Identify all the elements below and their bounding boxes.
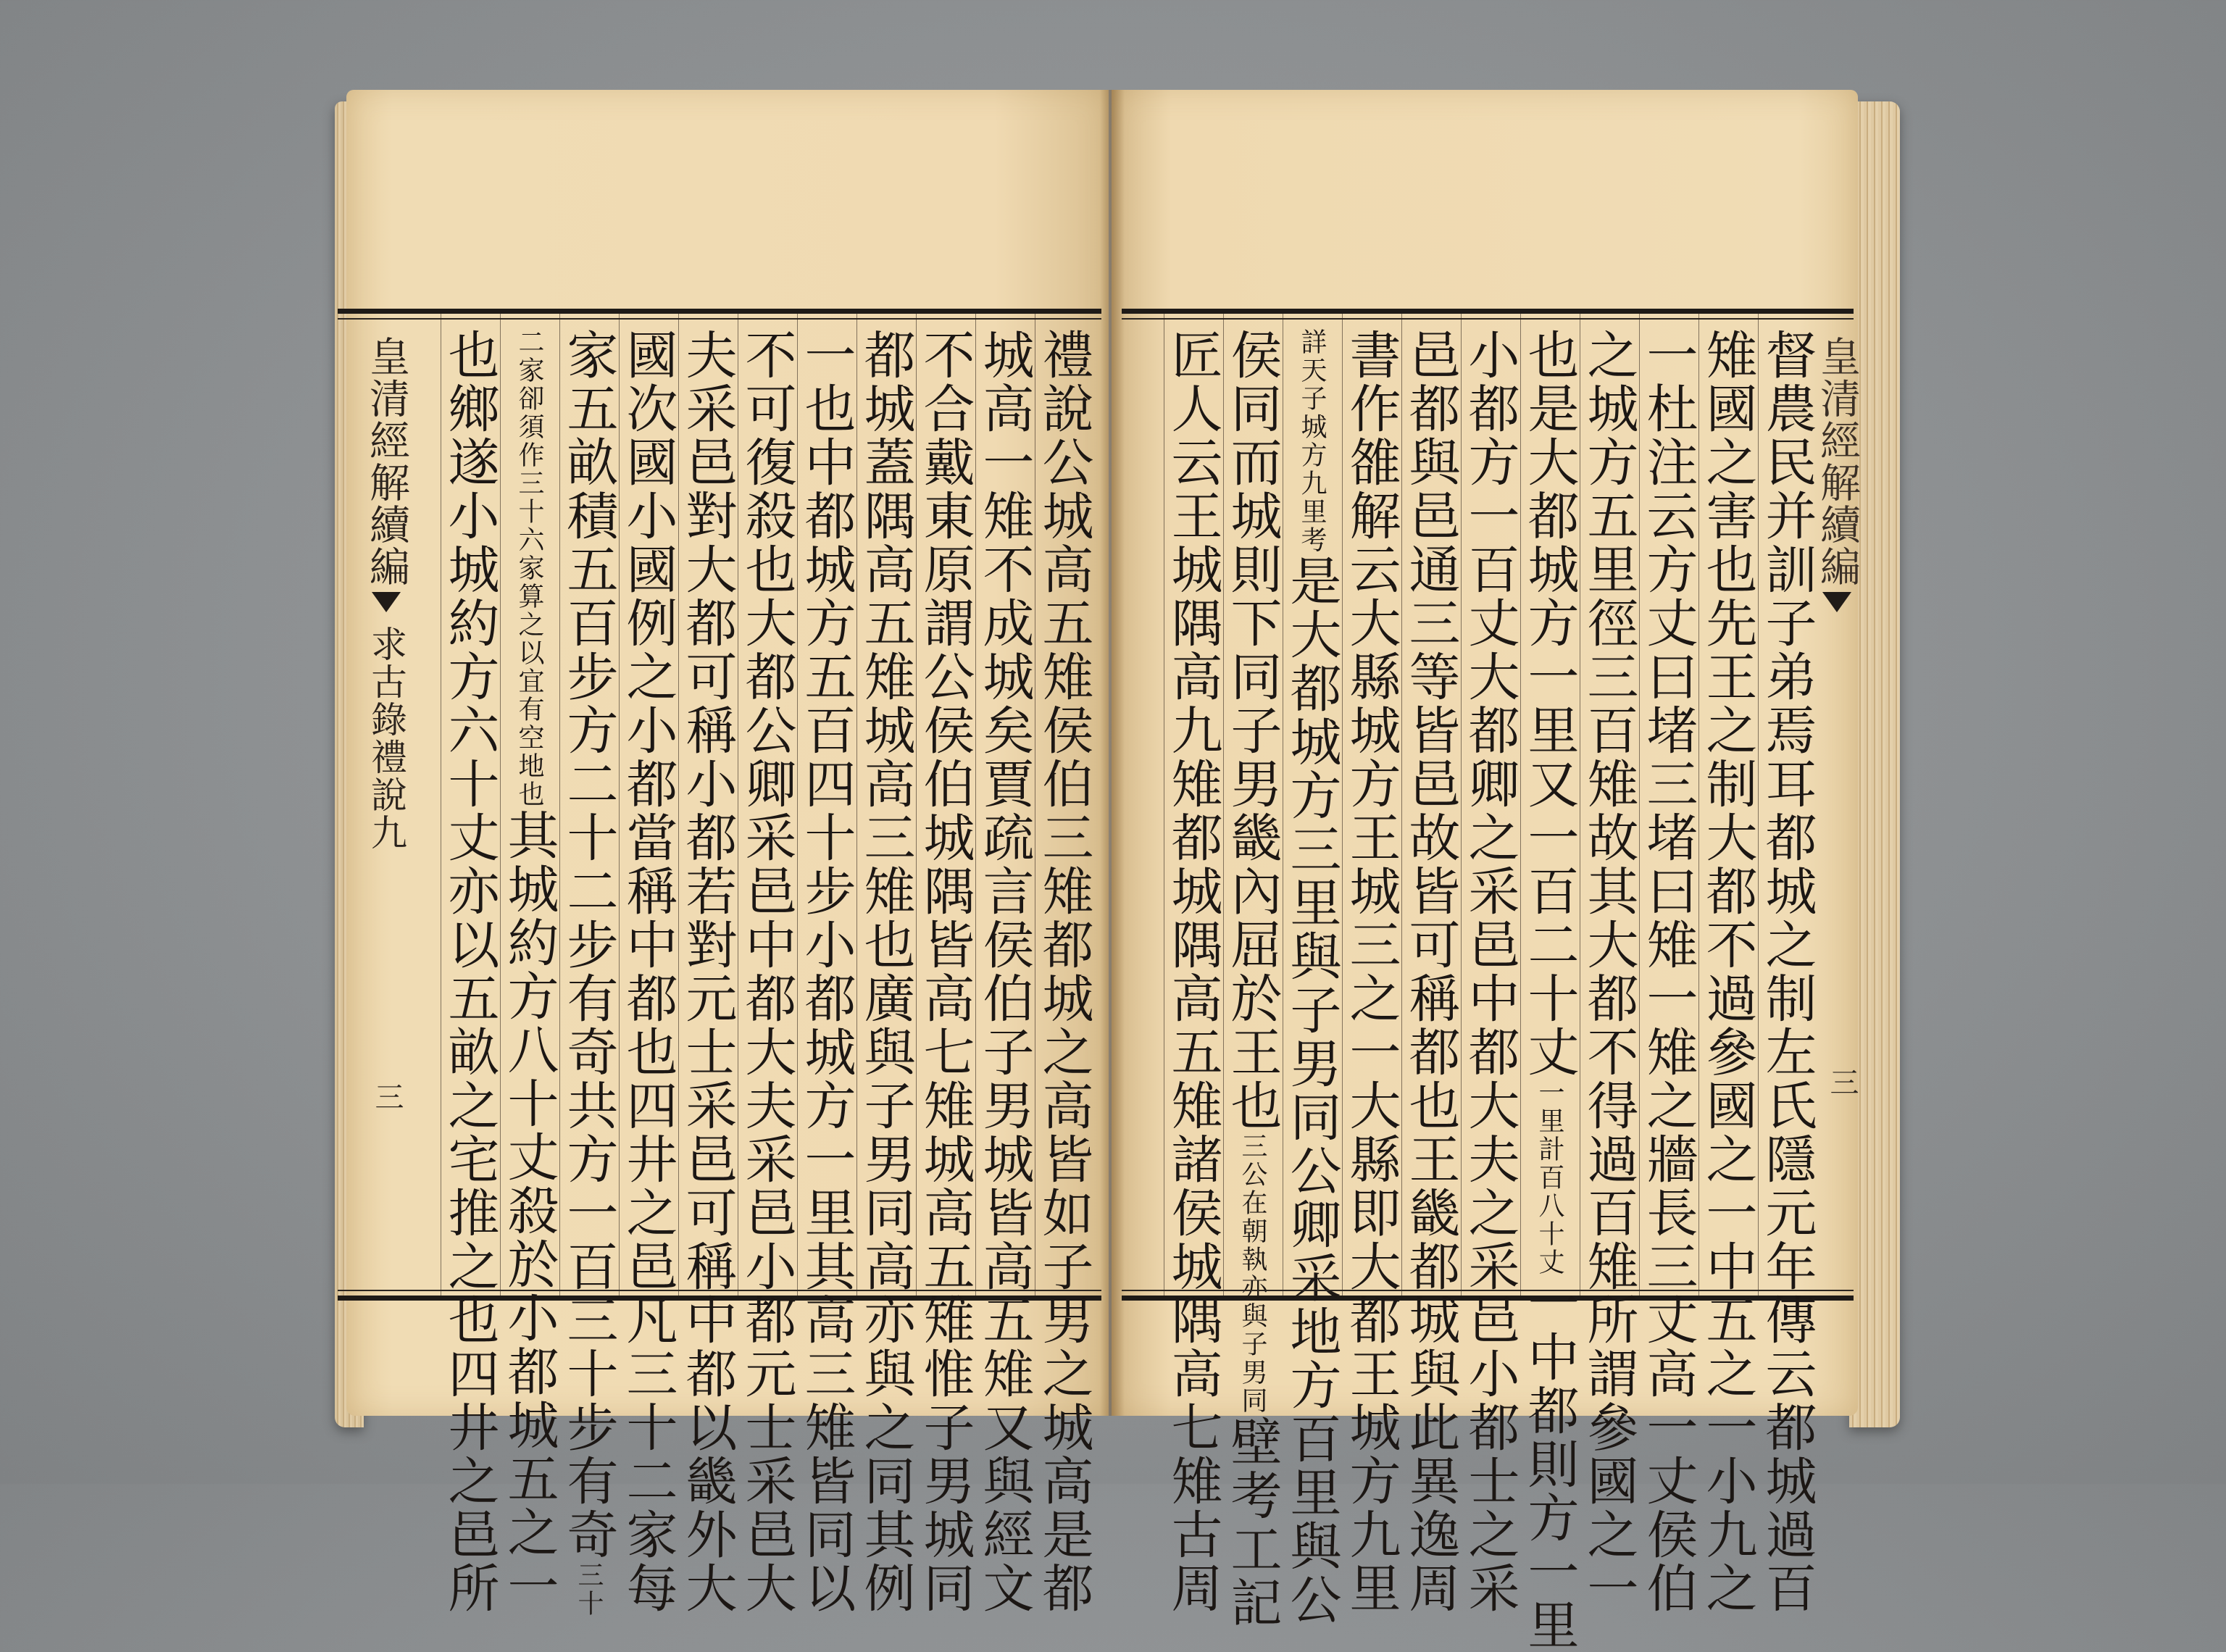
text-column: 匠人云王城隅高九雉都城隅高五雉諸侯城隅高七雉古周 [1164, 314, 1223, 1296]
text-column: 禮說公城高五雉侯伯三雉都城之高皆如子男之城高是都 [1035, 314, 1094, 1296]
left-page-section-title: 求古錄禮說九 [365, 625, 407, 851]
text-column: 督農民并訓子弟焉耳都城之制左氏隱元年傳云都城過百 [1758, 314, 1817, 1296]
text-column: 詳天子城方九里考是大都城方三里與子男同公卿采地方百里與公 [1283, 314, 1342, 1296]
text-column: 不合戴東原謂公侯伯城隅皆高七雉城高五雉惟子男城同 [916, 314, 975, 1296]
text-column: 書作雒解云大縣城方王城三之一大縣即大都王城方九里 [1342, 314, 1401, 1296]
left-page-folio: 三 [370, 1082, 404, 1111]
text-column: 邑都與邑通三等皆邑故皆可稱都也王畿都城與此異逸周 [1401, 314, 1461, 1296]
text-column: 國次國小國例之小都當稱中都也四井之邑凡三十二家每 [619, 314, 678, 1296]
book-gutter [1100, 90, 1125, 1416]
fish-tail-mark-icon [1822, 592, 1851, 621]
right-page-folio: 三 [1825, 1067, 1859, 1096]
right-page-text-frame [1122, 309, 1861, 1652]
interlinear-note: 二家卻須作三十六家算之以宜有空地也 [514, 328, 544, 809]
fish-tail-mark-icon [372, 592, 401, 621]
text-column: 一也中都城方五百四十步小都城方一里其高三雉皆同以 [797, 314, 856, 1296]
text-column: 雉國之害也先王之制大都不過參國之一中五之一小九之 [1698, 314, 1758, 1296]
text-column: 家五畝積五百步方二十二步有奇共方一百三十步有奇三十 [559, 314, 619, 1296]
interlinear-note: 一里計百八十丈 [1535, 1079, 1564, 1277]
text-column: 城高一雉不成城矣賈疏言侯伯子男城皆高五雉又與經文 [975, 314, 1035, 1296]
left-page-edge-title: 皇清經解續編 [363, 335, 410, 588]
text-column: 都城蓋隅高五雉城高三雉也廣與子男同高亦與之同其例 [856, 314, 916, 1296]
text-column: 夫采邑對大都可稱小都若對元士采邑可稱中都以畿外大 [678, 314, 738, 1296]
left-page-text-frame [338, 309, 1101, 1618]
left-page-margin-title [362, 314, 410, 1296]
text-column: 也鄉遂小城約方六十丈亦以五畝之宅推之也四井之邑所 [441, 314, 500, 1296]
text-column: 之城方五里徑三百雉故其大都不得過百雉所謂參國之一 [1580, 314, 1639, 1296]
text-column: 二家卻須作三十六家算之以宜有空地也其城約方八十丈殺於小都城五之一 [500, 314, 559, 1296]
interlinear-note: 三公在朝執亦與子男同 [1238, 1132, 1267, 1415]
interlinear-note: 詳天子城方九里考 [1297, 328, 1327, 554]
interlinear-note: 三十 [574, 1561, 604, 1618]
text-column: 也是大都城方一里又一百二十丈一里計百八十丈一中都則方一里 [1520, 314, 1580, 1296]
right-page-edge-title: 皇清經解續編 [1814, 335, 1861, 588]
text-column: 小都方一百丈大都卿之采邑中都大夫之采邑小都士之采 [1461, 314, 1520, 1296]
text-column: 一杜注云方丈曰堵三堵曰雉一雉之牆長三丈高一丈侯伯 [1639, 314, 1698, 1296]
text-column: 不可復殺也大都公卿采邑中都大夫采邑小都元士采邑大 [738, 314, 797, 1296]
right-page-margin-title [1814, 314, 1861, 1296]
text-column: 侯同而城則下同子男畿內屈於王也三公在朝執亦與子男同壁考工記 [1223, 314, 1283, 1296]
